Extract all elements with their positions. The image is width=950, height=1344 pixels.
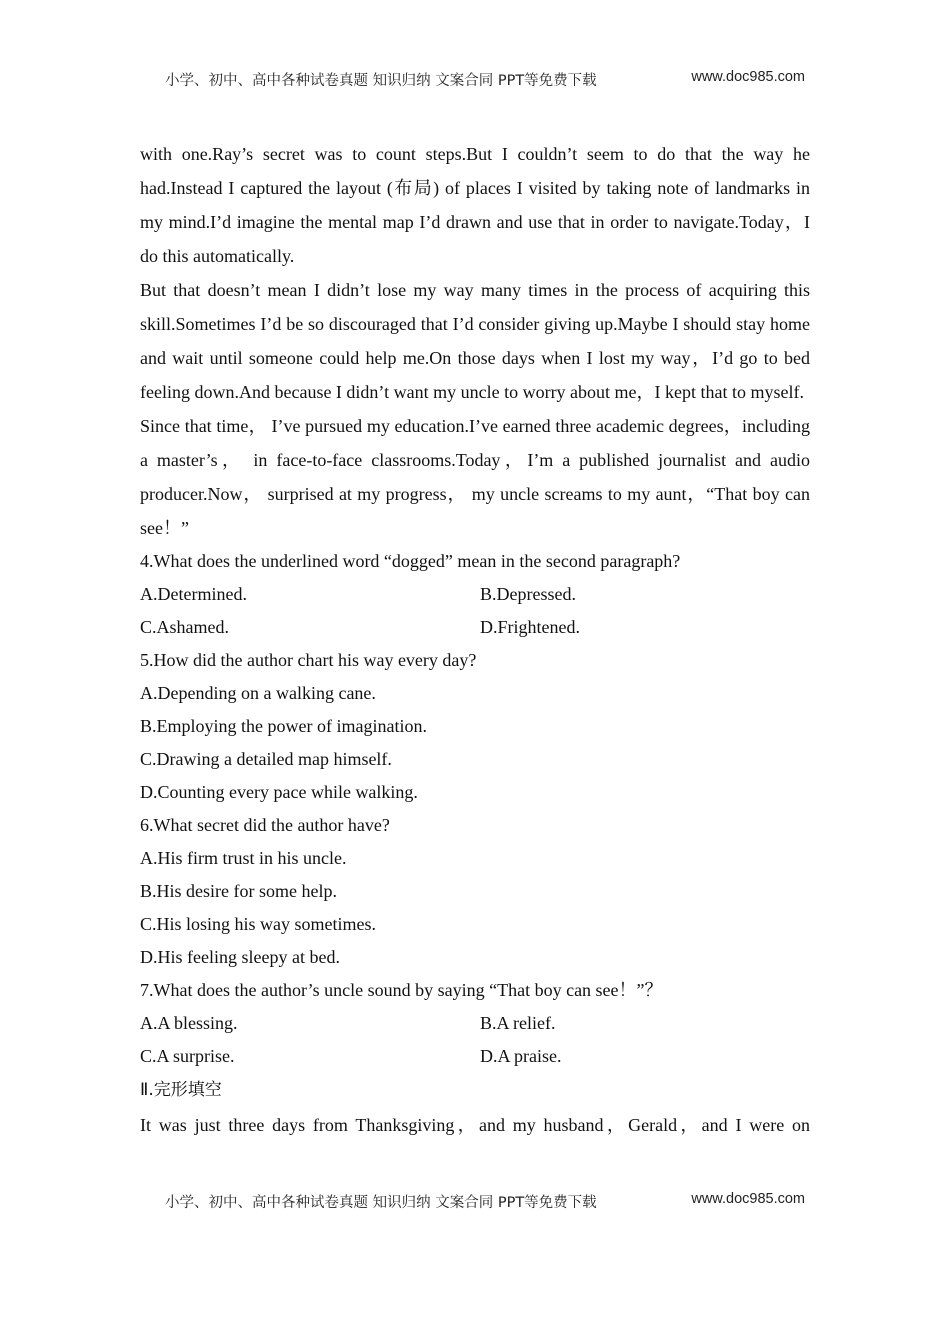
question-4-option-c: C.Ashamed.: [140, 617, 229, 637]
question-6-option-a: A.His firm trust in his uncle.: [140, 848, 347, 868]
question-5-option-d: D.Counting every pace while walking.: [140, 782, 418, 802]
question-7-stem: 7.What does the author’s uncle sound by saying “That boy can see！”？: [140, 980, 663, 1000]
passage-paragraph-2: But that doesn’t mean I didn’t lose my way many times in the process of acquiring this skill.Sometimes I’d be so discouraged that I’d consider giving up.Maybe I should stay home and wait until someone could help me.On those days when I lost my way，I’d go to bed feeling down.And because I didn’t want my uncle to worry about me，I kept that to myself.: [140, 280, 810, 402]
section-2-first-line: It was just three days from Thanksgiving，and my husband，Gerald，and I were on: [140, 1115, 810, 1135]
document-body: [140, 137, 810, 1143]
question-7: [140, 974, 810, 1073]
question-7-option-c: C.A surprise.: [140, 1046, 235, 1066]
question-4-stem: 4.What does the underlined word “dogged” mean in the second paragraph?: [140, 551, 681, 571]
footer-url[interactable]: www.doc985.com: [691, 1191, 805, 1207]
question-5: [140, 644, 810, 809]
question-5-option-a: A.Depending on a walking cane.: [140, 683, 376, 703]
question-4-option-a: A.Determined.: [140, 584, 247, 604]
passage-paragraph-1: with one.Ray’s secret was to count steps.But I couldn’t seem to do that the way he had.Instead I captured the layout (布局) of places I visited by taking note of landmarks in my mind.I’d imagine the mental map I’d drawn and use that in order to navigate.Today，I do this automatically.: [140, 144, 810, 266]
footer-text: 小学、初中、高中各种试卷真题 知识归纳 文案合同 PPT等免费下载: [165, 1195, 597, 1211]
header-url[interactable]: www.doc985.com: [691, 69, 805, 85]
question-5-option-c: C.Drawing a detailed map himself.: [140, 749, 392, 769]
header-text: 小学、初中、高中各种试卷真题 知识归纳 文案合同 PPT等免费下载: [165, 73, 597, 89]
question-6-option-d: D.His feeling sleepy at bed.: [140, 947, 340, 967]
question-7-option-d: D.A praise.: [480, 1046, 562, 1066]
question-6-stem: 6.What secret did the author have?: [140, 815, 390, 835]
question-6-option-b: B.His desire for some help.: [140, 881, 337, 901]
page-footer: [165, 1191, 805, 1212]
question-6-option-c: C.His losing his way sometimes.: [140, 914, 377, 934]
page-header: [165, 69, 805, 90]
question-4-option-d: D.Frightened.: [480, 617, 580, 637]
question-4-option-b: B.Depressed.: [480, 584, 576, 604]
section-2-title: Ⅱ.完形填空: [140, 1080, 222, 1100]
passage-paragraph-3: Since that time， I’ve pursued my education.I’ve earned three academic degrees，including a master’s， in face-to-face classrooms.Today，I’m a published journalist and audio producer.Now， surprised at my progress， my uncle screams to my aunt，“That boy can see！”: [140, 416, 810, 538]
question-5-stem: 5.How did the author chart his way every day?: [140, 650, 477, 670]
question-7-option-a: A.A blessing.: [140, 1013, 238, 1033]
question-4: [140, 545, 810, 644]
question-5-option-b: B.Employing the power of imagination.: [140, 716, 427, 736]
question-6: [140, 809, 810, 974]
question-7-option-b: B.A relief.: [480, 1013, 556, 1033]
